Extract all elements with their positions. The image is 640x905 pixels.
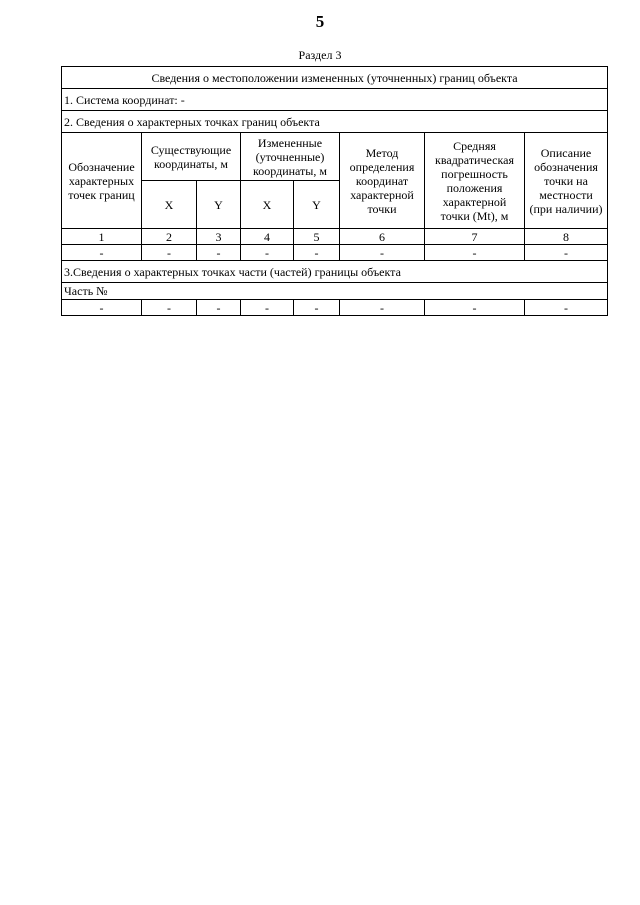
header-designation: Обозначение характерных точек границ bbox=[62, 133, 142, 229]
column-number: 6 bbox=[340, 229, 425, 245]
part-label: Часть № bbox=[62, 283, 608, 300]
table-cell: - bbox=[62, 245, 142, 261]
column-number: 2 bbox=[142, 229, 197, 245]
table-cell: - bbox=[241, 245, 294, 261]
column-number: 5 bbox=[294, 229, 340, 245]
table-cell: - bbox=[142, 245, 197, 261]
table-cell: - bbox=[340, 245, 425, 261]
header-changed-x: X bbox=[241, 181, 294, 229]
points-section-title: 2. Сведения о характерных точках границ объекта bbox=[62, 111, 608, 133]
table-cell: - bbox=[197, 245, 241, 261]
coordinate-system-row: 1. Система координат: - bbox=[62, 89, 608, 111]
table-cell: - bbox=[62, 300, 142, 316]
column-number: 4 bbox=[241, 229, 294, 245]
header-method: Метод определения координат характерной точки bbox=[340, 133, 425, 229]
table-cell: - bbox=[525, 300, 608, 316]
column-number: 7 bbox=[425, 229, 525, 245]
parts-section-title: 3.Сведения о характерных точках части (частей) границы объекта bbox=[62, 261, 608, 283]
header-existing-x: X bbox=[142, 181, 197, 229]
table-cell: - bbox=[294, 245, 340, 261]
column-number: 3 bbox=[197, 229, 241, 245]
header-error: Средняя квадратическая погрешность положения характерной точки (Mt), м bbox=[425, 133, 525, 229]
table-cell: - bbox=[294, 300, 340, 316]
table-cell: - bbox=[340, 300, 425, 316]
page-number: 5 bbox=[315, 12, 325, 31]
points-data-row bbox=[62, 245, 608, 261]
header-existing-coords: Существующие координаты, м bbox=[142, 133, 241, 181]
table-cell: - bbox=[142, 300, 197, 316]
table-cell: - bbox=[525, 245, 608, 261]
table-title: Сведения о местоположении измененных (уточненных) границ объекта bbox=[62, 67, 608, 89]
column-number: 8 bbox=[525, 229, 608, 245]
header-changed-coords: Измененные (уточненные) координаты, м bbox=[241, 133, 340, 181]
table-cell: - bbox=[425, 300, 525, 316]
table-cell: - bbox=[197, 300, 241, 316]
header-existing-y: Y bbox=[197, 181, 241, 229]
header-description: Описание обозначения точки на местности (при наличии) bbox=[525, 133, 608, 229]
header-changed-y: Y bbox=[294, 181, 340, 229]
boundary-table bbox=[61, 66, 608, 316]
column-number: 1 bbox=[62, 229, 142, 245]
table-cell: - bbox=[241, 300, 294, 316]
section-title: Раздел 3 bbox=[298, 48, 342, 62]
table-cell: - bbox=[425, 245, 525, 261]
parts-data-row bbox=[62, 300, 608, 316]
